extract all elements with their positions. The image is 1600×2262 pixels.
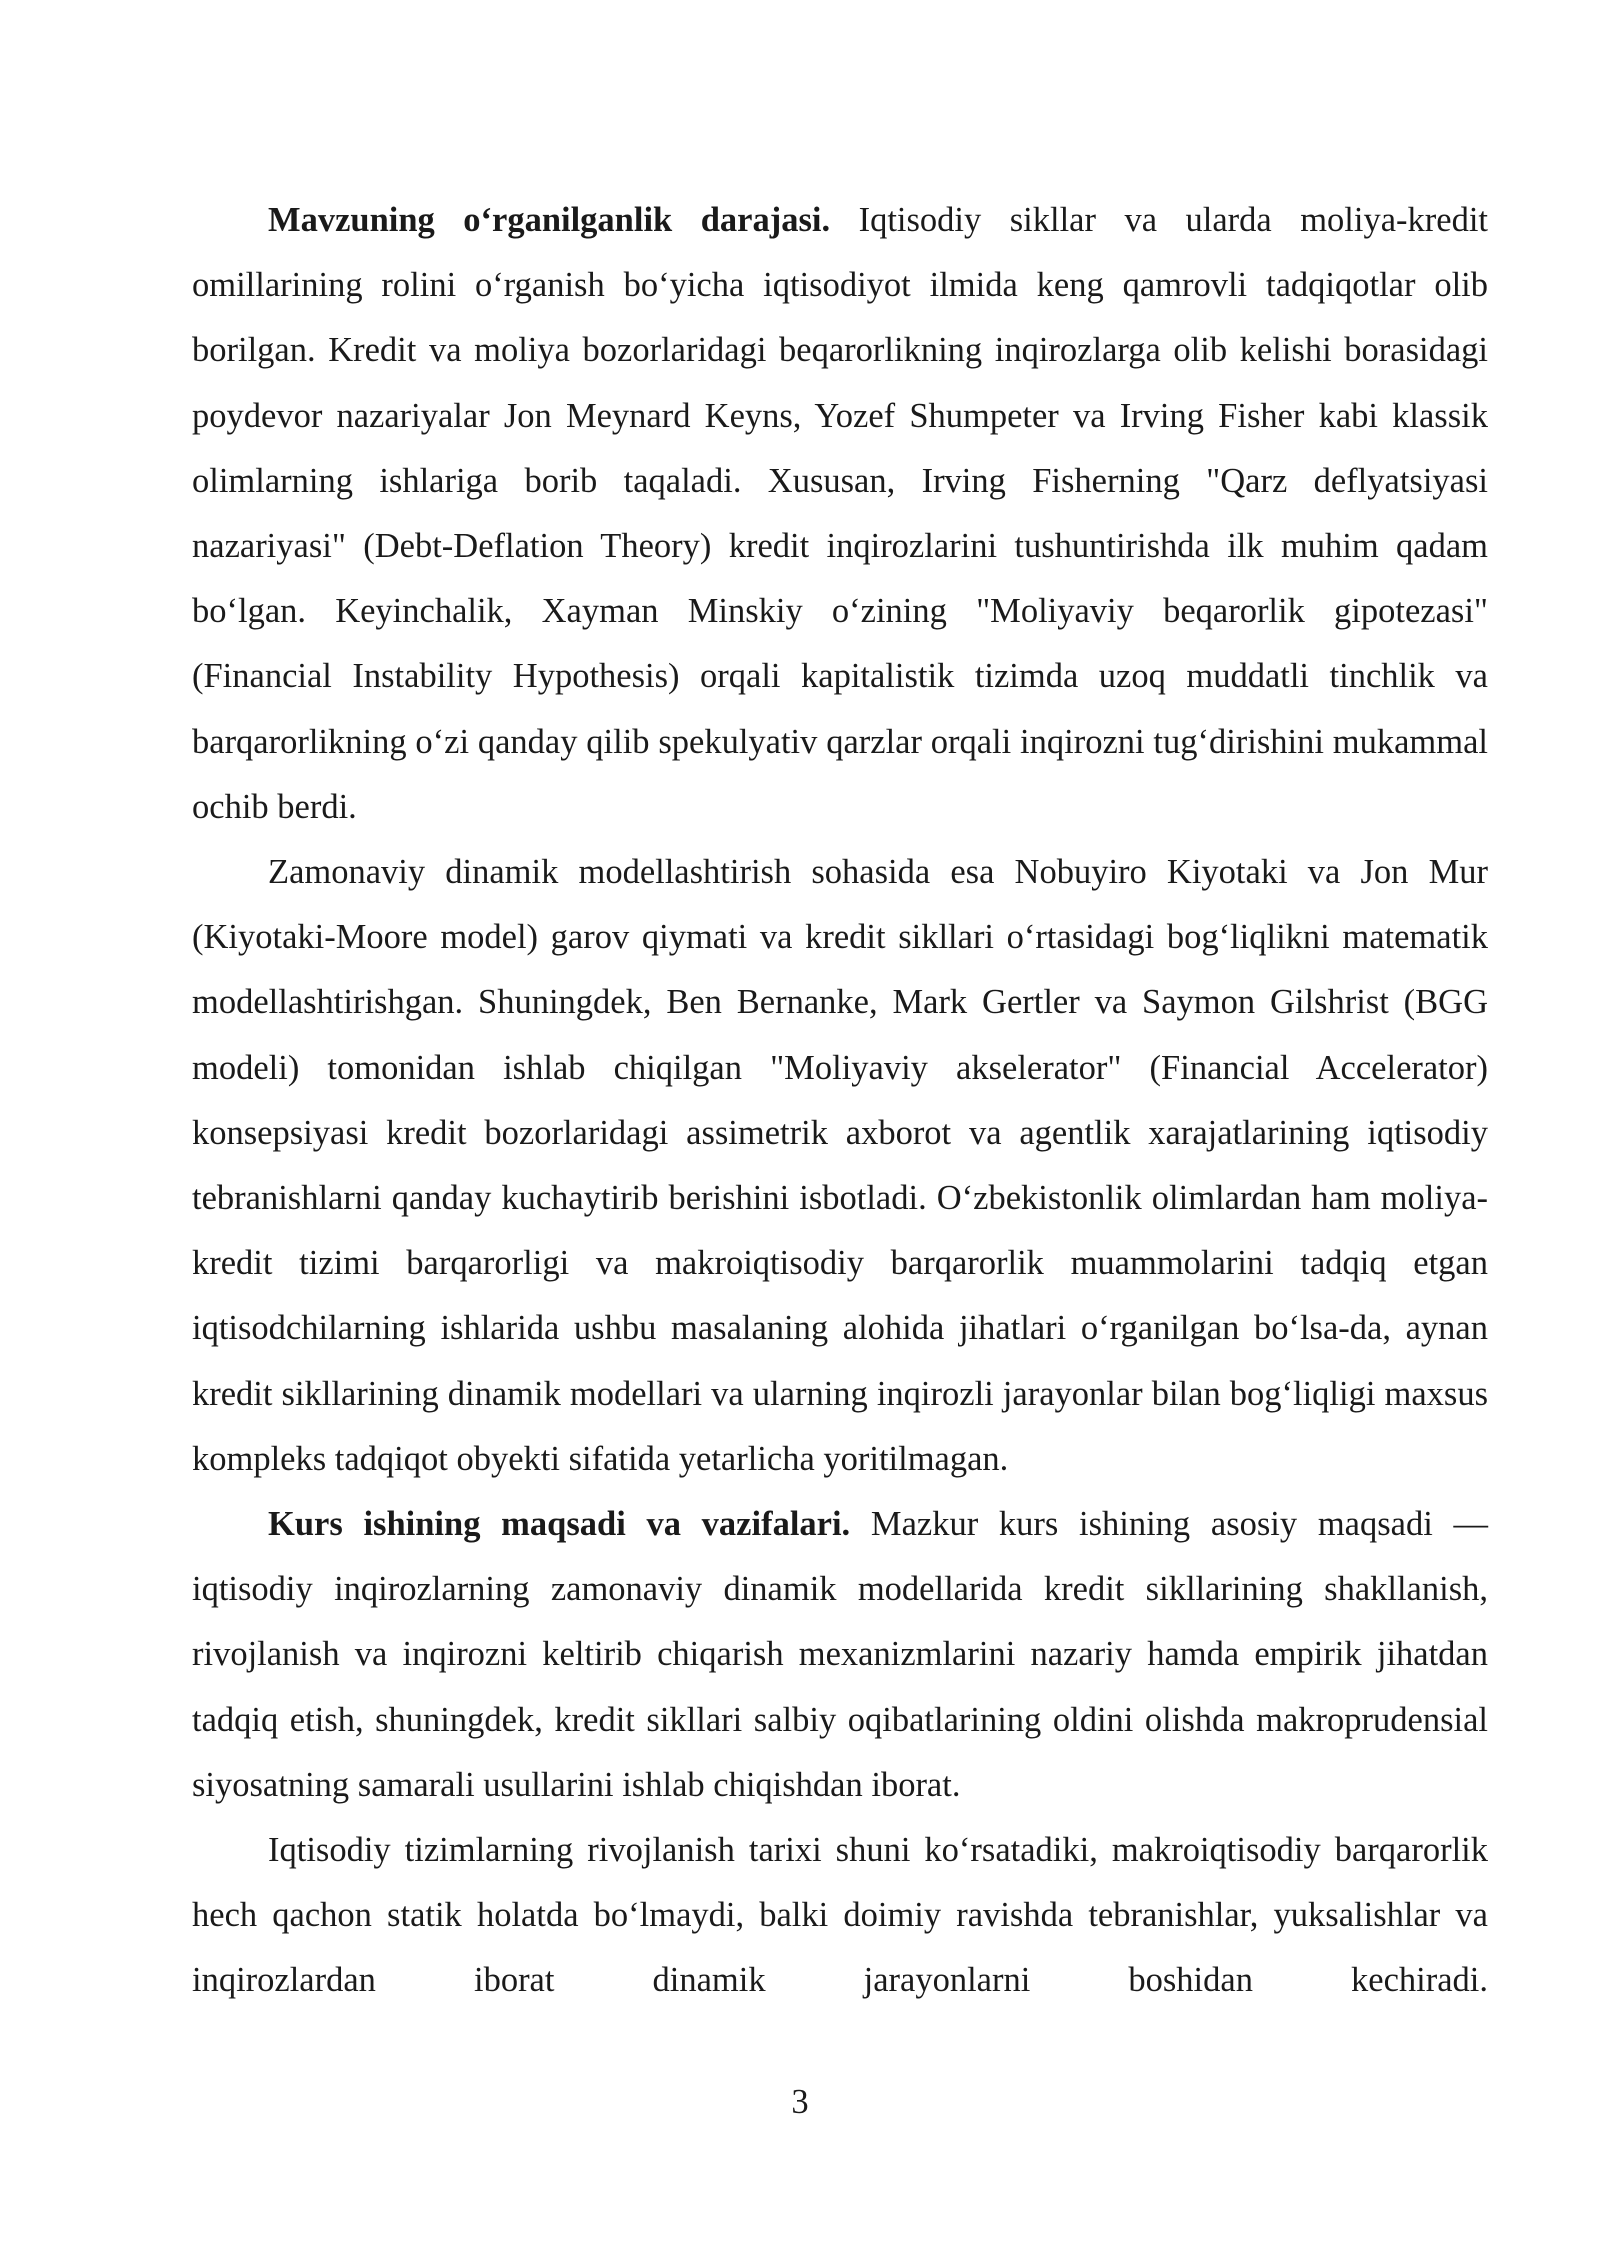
paragraph-text: Mazkur kurs ishining asosiy maqsadi — iqtisodiy inqirozlarning zamonaviy dinamik modellarida kredit sikllarining shakllanish, rivojlanish va inqirozni keltirib chiqarish mexanizmlarini nazariy hamda empirik jihatdan tadqiq etish, shuningdek, kredit sikllari salbiy oqibatlarining oldini olishda makroprudensial siyosatning samarali usullarini ishlab chiqishdan iborat.: [192, 1505, 1489, 1804]
page-number: 3: [791, 2083, 809, 2121]
paragraph-heading: Kurs ishining maqsadi va vazifalari.: [268, 1505, 851, 1544]
paragraph-text: Iqtisodiy sikllar va ularda moliya-kredit omillarining rolini o‘rganish bo‘yicha iqtisodiyot ilmida keng qamrovli tadqiqotlar olib borilgan. Kredit va moliya bozorlaridagi beqarorlikning inqirozlarga olib kelishi borasidagi poydevor nazariyalar Jon Meynard Keyns, Yozef Shumpeter va Irving Fisher kabi klassik olimlarning ishlariga borib taqaladi. Xususan, Irving Fisherning "Qarz deflyatsiyasi nazariyasi" (Debt-Deflation Theory) kredit inqirozlarini tushuntirishda ilk muhim qadam bo‘lgan. Keyinchalik, Xayman Minskiy o‘zining "Moliyaviy beqarorlik gipotezasi" (Financial Instability Hypothesis) orqali kapitalistik tizimda uzoq muddatli tinchlik va barqarorlikning o‘zi qanday qilib spekulyativ qarzlar orqali inqirozni tug‘dirishini mukammal ochib berdi.: [192, 201, 1488, 826]
paragraph-heading: Mavzuning o‘rganilganlik darajasi.: [268, 201, 831, 239]
paragraph-text: Iqtisodiy tizimlarning rivojlanish tarixi shuni ko‘rsatadiki, makroiqtisodiy barqarorlik hech qachon statik holatda bo‘lmaydi, balki doimiy ravishda tebranishlar, yuksalishlar va inqirozlardan iborat dinamik jarayonlarni boshidan kechiradi.: [192, 1831, 1488, 2000]
paragraph-history: [192, 1818, 1488, 2014]
paragraph-modern-models: [192, 840, 1488, 1492]
paragraph-study-level: [192, 188, 1488, 840]
paragraph-text: Zamonaviy dinamik modellashtirish sohasida esa Nobuyiro Kiyotaki va Jon Mur (Kiyotaki-Moore model) garov qiymati va kredit sikllari o‘rtasidagi bog‘liqlikni matematik modellashtirishgan. Shuningdek, Ben Bernanke, Mark Gertler va Saymon Gilshrist (BGG modeli) tomonidan ishlab chiqilgan "Moliyaviy akselerator" (Financial Accelerator) konsepsiyasi kredit bozorlaridagi assimetrik axborot va agentlik xarajatlarining iqtisodiy tebranishlarni qanday kuchaytirib berishini isbotladi. O‘zbekistonlik olimlardan ham moliya-kredit tizimi barqarorligi va makroiqtisodiy barqarorlik muammolarini tadqiq etgan iqtisodchilarning ishlarida ushbu masalaning alohida jihatlari o‘rganilgan bo‘lsa-da, aynan kredit sikllarining dinamik modellari va ularning inqirozli jarayonlar bilan bog‘liqligi maxsus kompleks tadqiqot obyekti sifatida yetarlicha yoritilmagan.: [192, 853, 1488, 1478]
body-text: [192, 188, 1488, 2014]
paragraph-goals: [192, 1492, 1488, 1818]
